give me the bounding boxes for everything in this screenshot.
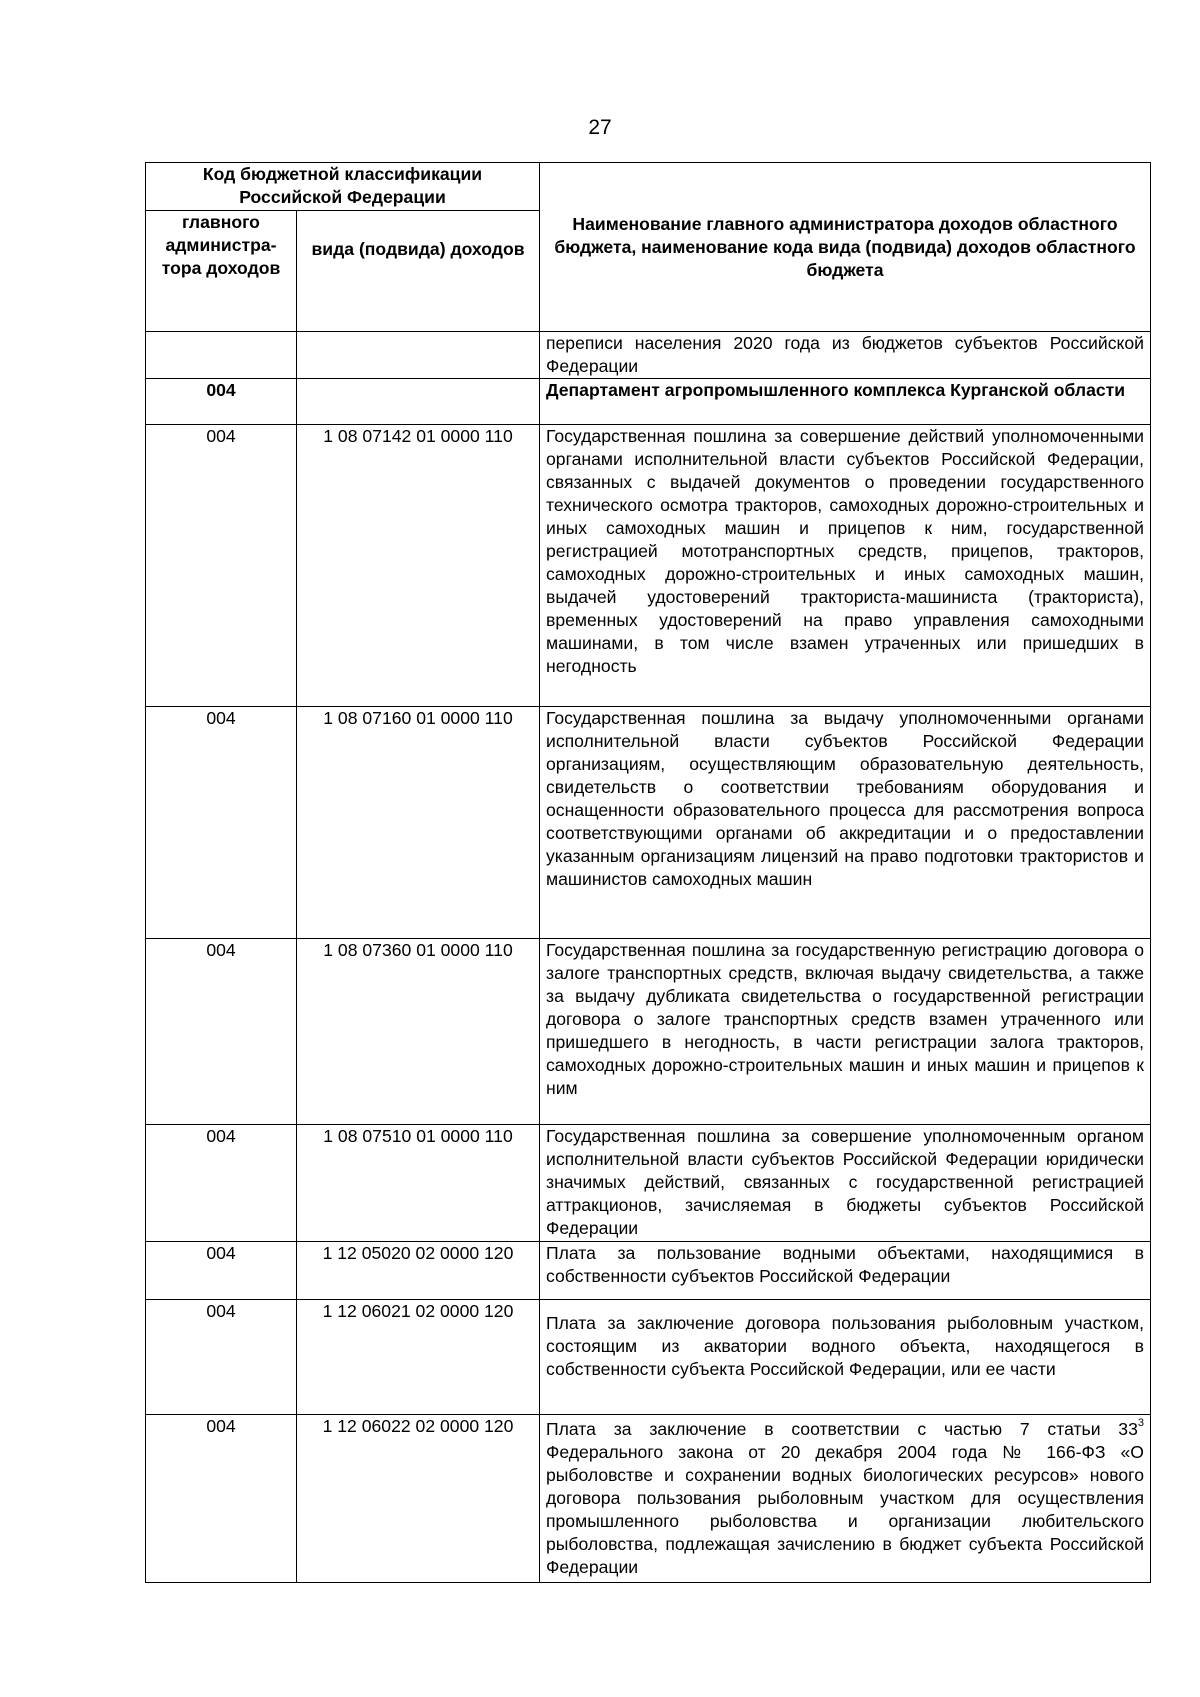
admin-code-cell: 004 <box>146 1242 297 1300</box>
income-code-cell: 1 12 06021 02 0000 120 <box>297 1300 540 1415</box>
admin-code-cell <box>146 332 297 379</box>
income-code-cell: 1 08 07142 01 0000 110 <box>297 425 540 707</box>
name-text-part2: Федерального закона от 20 декабря 2004 года № 166-ФЗ «О рыболовстве и сохранении водных биологических ресурсов» нового договора пользования рыболовным участком для осуществления промышленного рыболовства и организации любительского рыболовства, подлежащая зачислению в бюджет субъекта Российской Федерации <box>546 1442 1144 1577</box>
income-name-cell <box>540 1415 1151 1583</box>
income-code-cell: 1 08 07360 01 0000 110 <box>297 939 540 1125</box>
income-name-cell: Плата за заключение договора пользования рыболовным участком, состоящим из акватории водного объекта, находящегося в собственности субъекта Российской Федерации, или ее части <box>540 1300 1151 1415</box>
admin-code-cell: 004 <box>146 939 297 1125</box>
header-admin-cell: главного администра-тора доходов <box>146 211 297 332</box>
income-name-cell: Государственная пошлина за совершение действий уполномоченными органами исполнительной власти субъектов Российской Федерации, связанных с выдачей документов о проведении государственного технического осмотра тракторов, самоходных дорожно-строительных и иных самоходных машин и прицепов к ним, государственной регистрацией мототранспортных средств, прицепов, тракторов, самоходных дорожно-строительных и иных самоходных машин, выдачей удостоверений тракториста-машиниста (тракториста), временных удостоверений на право управления самоходными машинами, в том числе взамен утраченных или пришедших в негодность <box>540 425 1151 707</box>
table-row <box>146 1415 1151 1583</box>
admin-code-cell: 004 <box>146 707 297 939</box>
name-text-part1: Плата за заключение в соответствии с частью 7 статьи 33 <box>546 1419 1138 1439</box>
income-name-cell: Государственная пошлина за совершение уполномоченным органом исполнительной власти субъектов Российской Федерации юридически значимых действий, связанных с государственной регистрацией аттракционов, зачисляемая в бюджеты субъектов Российской Федерации <box>540 1125 1151 1242</box>
admin-code-cell: 004 <box>146 1300 297 1415</box>
header-group-cell: Код бюджетной классификации Российской Федерации <box>146 163 540 211</box>
table-row <box>146 332 1151 379</box>
header-row-top <box>146 163 1151 211</box>
superscript: 3 <box>1137 1417 1144 1429</box>
table-row <box>146 1125 1151 1242</box>
table-row <box>146 707 1151 939</box>
header-code-cell: вида (подвида) доходов <box>297 211 540 332</box>
admin-code-cell: 004 <box>146 1415 297 1583</box>
income-name-cell: переписи населения 2020 года из бюджетов субъектов Российской Федерации <box>540 332 1151 379</box>
income-code-cell: 1 12 06022 02 0000 120 <box>297 1415 540 1583</box>
header-name-cell: Наименование главного администратора доходов областного бюджета, наименование кода вида (подвида) доходов областного бюджета <box>540 163 1151 332</box>
income-code-cell: 1 08 07160 01 0000 110 <box>297 707 540 939</box>
budget-classification-table <box>145 162 1151 1583</box>
table-row <box>146 425 1151 707</box>
admin-code-cell: 004 <box>146 425 297 707</box>
income-name-cell: Государственная пошлина за государственную регистрацию договора о залоге транспортных средств, включая выдачу свидетельства, а также за выдачу дубликата свидетельства о государственной регистрации договора о залоге транспортных средств взамен утраченного или пришедшего в негодность, в части регистрации залога тракторов, самоходных дорожно-строительных машин и иных машин и прицепов к ним <box>540 939 1151 1125</box>
income-code-cell: 1 12 05020 02 0000 120 <box>297 1242 540 1300</box>
table-row <box>146 1300 1151 1415</box>
income-name-cell: Государственная пошлина за выдачу уполномоченными органами исполнительной власти субъектов Российской Федерации организациям, осуществляющим образовательную деятельность, свидетельств о соответствии требованиям оборудования и оснащенности образовательного процесса для рассмотрения вопроса соответствующими органами об аккредитации и о предоставлении указанным организациям лицензий на право подготовки трактористов и машинистов самоходных машин <box>540 707 1151 939</box>
table-row <box>146 1242 1151 1300</box>
income-code-cell: 1 08 07510 01 0000 110 <box>297 1125 540 1242</box>
table-row <box>146 939 1151 1125</box>
income-code-cell <box>297 379 540 425</box>
income-name-cell: Плата за пользование водными объектами, находящимися в собственности субъектов Российской Федерации <box>540 1242 1151 1300</box>
income-code-cell <box>297 332 540 379</box>
admin-code-cell: 004 <box>146 1125 297 1242</box>
admin-code-cell: 004 <box>146 379 297 425</box>
page-number: 27 <box>588 116 612 139</box>
department-name-cell: Департамент агропромышленного комплекса Курганской области <box>540 379 1151 425</box>
table-row <box>146 379 1151 425</box>
